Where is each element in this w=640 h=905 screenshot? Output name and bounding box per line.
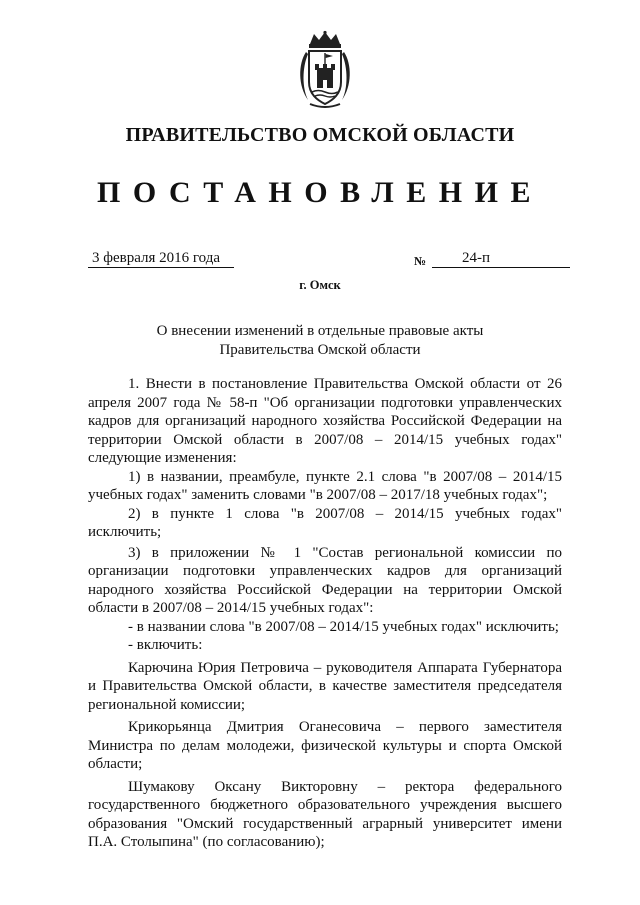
document-number: 24-п <box>432 249 570 268</box>
body-paragraph: 2) в пункте 1 слова "в 2007/08 – 2014/15 учебных годах" исключить; <box>88 505 562 540</box>
body-paragraph: 1. Внести в постановление Правительства Омской области от 26 апреля 2007 года № 58-п "Об организации подготовки управленческих кадров для организаций народного хозяйства Российской Федерации на территории Омской области в 2007/08 – 2014/15 учебных годах" следующие изменения: <box>88 376 562 466</box>
document-city: г. Омск <box>299 278 341 292</box>
document-body <box>88 375 562 852</box>
document-date: 3 февраля 2016 года <box>88 249 234 268</box>
body-paragraph: Шумакову Оксану Викторовну – ректора федерального государственного бюджетного образовательного учреждения высшего образования "Омский государственный аграрный университет имени П.А. Столыпина" (по согласованию); <box>88 778 562 850</box>
body-paragraph: - в названии слова "в 2007/08 – 2014/15 учебных годах" исключить; <box>128 618 559 635</box>
body-paragraph: 1) в названии, преамбуле, пункте 2.1 слова "в 2007/08 – 2014/15 учебных годах" заменить словами "в 2007/08 – 2017/18 учебных годах"; <box>88 468 562 503</box>
subject-line: Правительства Омской области <box>219 342 421 358</box>
body-paragraph: Крикорьянца Дмитрия Оганесовича – первого заместителя Министра по делам молодежи, физической культуры и спорта Омской области; <box>88 719 562 772</box>
document-type-title: ПОСТАНОВЛЕНИЕ <box>97 176 543 209</box>
omsk-coat-of-arms-icon <box>296 30 354 110</box>
body-paragraph: Карючина Юрия Петровича – руководителя Аппарата Губернатора и Правительства Омской области, в качестве заместителя председателя региональной комиссии; <box>88 659 562 713</box>
document-subject <box>100 322 540 360</box>
organization-name: ПРАВИТЕЛЬСТВО ОМСКОЙ ОБЛАСТИ <box>125 124 515 146</box>
subject-line: О внесении изменений в отдельные правовые акты <box>156 323 484 339</box>
number-sign: № <box>414 254 427 268</box>
body-paragraph: - включить: <box>128 637 203 653</box>
body-paragraph: 3) в приложении № 1 "Состав региональной комиссии по организации подготовки управленческих кадров для организаций народного хозяйства Российской Федерации на территории Омской области в 2007/08 – 2014/15 учебных годах": <box>88 544 562 616</box>
